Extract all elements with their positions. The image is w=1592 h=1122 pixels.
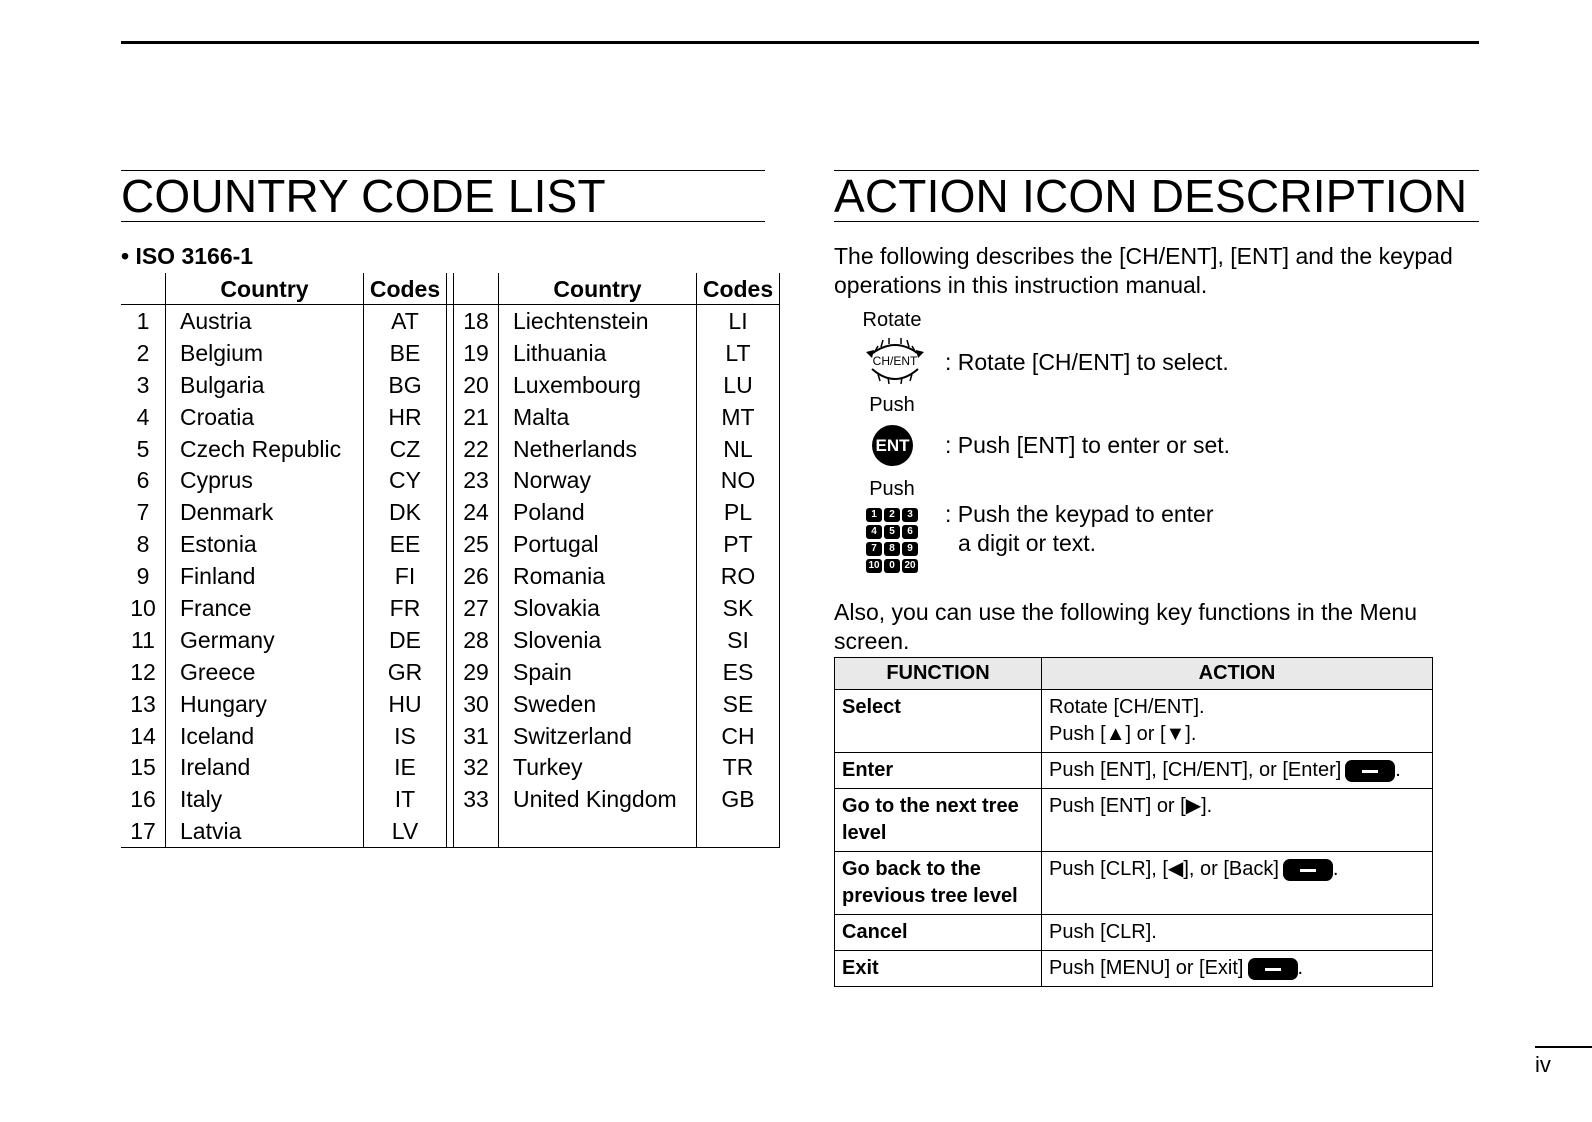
ent-key-icon: ENT [872, 425, 913, 466]
row-code: LV [364, 815, 447, 847]
row-number: 25 [454, 528, 499, 560]
function-name: Cancel [835, 915, 1042, 951]
function-name: Enter [835, 753, 1042, 789]
row-gap [447, 592, 454, 624]
row-code: PL [697, 496, 780, 528]
row-code: BE [364, 337, 447, 369]
page-number-rule [1535, 1046, 1592, 1048]
col-header-country-2: Country [499, 273, 697, 305]
row-code: FI [364, 560, 447, 592]
function-row [835, 753, 1433, 789]
function-name: Go to the next tree level [835, 789, 1042, 852]
row-country: Romania [499, 560, 697, 592]
row-gap [447, 720, 454, 752]
table-row [121, 624, 780, 656]
action-line: Push [CLR], [◀], or [Back] [1049, 858, 1279, 880]
row-country: Slovenia [499, 624, 697, 656]
row-country: Slovakia [499, 592, 697, 624]
row-country: Cyprus [166, 464, 364, 496]
keypad-description-2: a digit or text. [958, 530, 1097, 556]
row-code: NO [697, 464, 780, 496]
keypad-key: 6 [902, 525, 918, 539]
country-table-header [121, 273, 780, 305]
keypad-key: 20 [902, 559, 918, 573]
also-text: Also, you can use the following key functions in the Menu screen. [834, 599, 1418, 654]
row-number: 16 [121, 783, 166, 815]
row-code: FR [364, 592, 447, 624]
table-row [121, 433, 780, 465]
row-country: Lithuania [499, 337, 697, 369]
table-row [121, 720, 780, 752]
table-row [121, 464, 780, 496]
country-code-table [121, 273, 780, 848]
row-code: EE [364, 528, 447, 560]
function-row [835, 690, 1433, 753]
ch-ent-knob-icon [864, 337, 926, 385]
row-number: 30 [454, 688, 499, 720]
row-code: AT [364, 305, 447, 337]
page-number: iv [1535, 1052, 1551, 1077]
row-country: Netherlands [499, 433, 697, 465]
row-code: LT [697, 337, 780, 369]
row-country: Spain [499, 656, 697, 688]
row-number: 27 [454, 592, 499, 624]
row-gap [447, 560, 454, 592]
row-code: IT [364, 783, 447, 815]
row-number: 10 [121, 592, 166, 624]
row-number: 12 [121, 656, 166, 688]
col-header-country: Country [166, 273, 364, 305]
keypad-key: 1 [866, 508, 882, 522]
row-gap [447, 464, 454, 496]
table-row [121, 656, 780, 688]
function-action [1042, 789, 1433, 852]
row-number: 14 [121, 720, 166, 752]
row-gap [447, 751, 454, 783]
row-number: 2 [121, 337, 166, 369]
function-action [1042, 690, 1433, 753]
action-header: ACTION [1042, 658, 1433, 690]
row-number: 33 [454, 783, 499, 815]
country-code-heading: COUNTRY CODE LIST [121, 170, 765, 222]
rotate-label: Rotate [862, 309, 922, 331]
row-number: 15 [121, 751, 166, 783]
row-country: Portugal [499, 528, 697, 560]
row-number: 7 [121, 496, 166, 528]
row-code: SK [697, 592, 780, 624]
keypad-key: 7 [866, 542, 882, 556]
row-country: Iceland [166, 720, 364, 752]
row-country: Turkey [499, 751, 697, 783]
row-country: France [166, 592, 364, 624]
table-row [121, 592, 780, 624]
row-country: Finland [166, 560, 364, 592]
push-description: : Push [ENT] to enter or set. [945, 432, 1231, 458]
table-row [121, 305, 780, 337]
row-number: 19 [454, 337, 499, 369]
table-row [121, 337, 780, 369]
row-gap [447, 369, 454, 401]
keypad-key: 9 [902, 542, 918, 556]
keypad-key: 2 [884, 508, 900, 522]
row-country: Austria [166, 305, 364, 337]
row-code: GB [697, 783, 780, 815]
table-row [121, 815, 780, 847]
keypad-key: 0 [884, 559, 900, 573]
row-gap [447, 305, 454, 337]
row-number: 32 [454, 751, 499, 783]
row-code: NL [697, 433, 780, 465]
row-gap [447, 528, 454, 560]
row-code: RO [697, 560, 780, 592]
row-code: PT [697, 528, 780, 560]
table-row [121, 496, 780, 528]
function-row [835, 951, 1433, 987]
row-gap [447, 656, 454, 688]
row-code: DK [364, 496, 447, 528]
function-table-header [835, 658, 1433, 690]
col-header-codes: Codes [364, 273, 447, 305]
row-country: Bulgaria [166, 369, 364, 401]
row-code: IS [364, 720, 447, 752]
col-header-codes-2: Codes [697, 273, 780, 305]
row-country: Czech Republic [166, 433, 364, 465]
row-gap [447, 337, 454, 369]
table-row [121, 560, 780, 592]
row-number: 4 [121, 401, 166, 433]
row-gap [447, 496, 454, 528]
ch-ent-knob-text: CH/ENT [872, 354, 918, 368]
action-icon-heading: ACTION ICON DESCRIPTION [834, 170, 1479, 222]
row-code: CZ [364, 433, 447, 465]
action-line: Push [ENT] or [▶]. [1049, 795, 1213, 817]
row-country: Switzerland [499, 720, 697, 752]
push-label: Push [869, 394, 915, 416]
top-rule [121, 41, 1479, 44]
minus-softkey-icon [1248, 958, 1298, 980]
function-action [1042, 852, 1433, 915]
row-code: TR [697, 751, 780, 783]
row-code: CY [364, 464, 447, 496]
function-name: Select [835, 690, 1042, 753]
rotate-description: : Rotate [CH/ENT] to select. [945, 349, 1229, 375]
keypad-description-1: : Push the keypad to enter [945, 501, 1214, 527]
table-row [121, 528, 780, 560]
action-line: Push [CLR]. [1049, 921, 1157, 943]
row-gap [447, 401, 454, 433]
row-code: LI [697, 305, 780, 337]
keypad-push-label: Push [869, 478, 915, 500]
function-row [835, 852, 1433, 915]
function-action [1042, 753, 1433, 789]
row-code: HR [364, 401, 447, 433]
function-row [835, 915, 1433, 951]
row-gap [447, 433, 454, 465]
row-gap [447, 815, 454, 847]
row-country [499, 815, 697, 847]
action-line: Push [MENU] or [Exit] [1049, 957, 1244, 979]
keypad-key: 5 [884, 525, 900, 539]
row-country: Greece [166, 656, 364, 688]
row-code: LU [697, 369, 780, 401]
row-country: Denmark [166, 496, 364, 528]
row-country: Liechtenstein [499, 305, 697, 337]
table-row [121, 369, 780, 401]
row-number: 26 [454, 560, 499, 592]
function-action [1042, 951, 1433, 987]
period: . [1297, 957, 1304, 979]
row-code: SE [697, 688, 780, 720]
keypad-key: 3 [902, 508, 918, 522]
row-code [697, 815, 780, 847]
row-gap [447, 783, 454, 815]
table-row [121, 783, 780, 815]
row-number: 24 [454, 496, 499, 528]
row-country: Ireland [166, 751, 364, 783]
action-line: Rotate [CH/ENT]. [1049, 696, 1205, 718]
row-number: 1 [121, 305, 166, 337]
function-header: FUNCTION [835, 658, 1042, 690]
row-country: Malta [499, 401, 697, 433]
function-name: Exit [835, 951, 1042, 987]
row-number: 21 [454, 401, 499, 433]
minus-softkey-icon [1283, 859, 1333, 881]
row-code: ES [697, 656, 780, 688]
row-code: BG [364, 369, 447, 401]
row-country: Norway [499, 464, 697, 496]
action-line: Push [ENT], [CH/ENT], or [Enter] [1049, 759, 1342, 781]
row-number [454, 815, 499, 847]
row-number: 9 [121, 560, 166, 592]
row-code: DE [364, 624, 447, 656]
row-number: 22 [454, 433, 499, 465]
row-code: GR [364, 656, 447, 688]
row-number: 5 [121, 433, 166, 465]
function-name: Go back to the previous tree level [835, 852, 1042, 915]
row-number: 17 [121, 815, 166, 847]
row-country: Italy [166, 783, 364, 815]
row-gap [447, 688, 454, 720]
row-country: Estonia [166, 528, 364, 560]
row-code: MT [697, 401, 780, 433]
row-number: 31 [454, 720, 499, 752]
row-number: 13 [121, 688, 166, 720]
table-row [121, 751, 780, 783]
keypad-key: 8 [884, 542, 900, 556]
row-number: 20 [454, 369, 499, 401]
function-row [835, 789, 1433, 852]
row-number: 18 [454, 305, 499, 337]
keypad-key: 4 [866, 525, 882, 539]
row-number: 6 [121, 464, 166, 496]
action-line: Push [▲] or [▼]. [1049, 723, 1197, 745]
row-number: 8 [121, 528, 166, 560]
iso-subheading: • ISO 3166-1 [121, 243, 254, 269]
row-country: Sweden [499, 688, 697, 720]
table-row [121, 688, 780, 720]
row-country: Germany [166, 624, 364, 656]
row-number: 29 [454, 656, 499, 688]
intro-text: The following describes the [CH/ENT], [ENT] and the keypad operations in this instruction manual. [834, 243, 1453, 298]
row-number: 3 [121, 369, 166, 401]
row-country: Croatia [166, 401, 364, 433]
row-country: Belgium [166, 337, 364, 369]
keypad-key: 10 [866, 559, 882, 573]
function-table [834, 657, 1433, 987]
row-code: IE [364, 751, 447, 783]
row-number: 23 [454, 464, 499, 496]
function-action [1042, 915, 1433, 951]
row-number: 11 [121, 624, 166, 656]
row-country: United Kingdom [499, 783, 697, 815]
period: . [1332, 858, 1339, 880]
row-gap [447, 624, 454, 656]
row-code: HU [364, 688, 447, 720]
period: . [1395, 759, 1401, 781]
row-code: CH [697, 720, 780, 752]
minus-softkey-icon [1345, 760, 1395, 782]
row-number: 28 [454, 624, 499, 656]
row-country: Hungary [166, 688, 364, 720]
table-row [121, 401, 780, 433]
row-country: Luxembourg [499, 369, 697, 401]
row-country: Poland [499, 496, 697, 528]
row-code: SI [697, 624, 780, 656]
row-country: Latvia [166, 815, 364, 847]
